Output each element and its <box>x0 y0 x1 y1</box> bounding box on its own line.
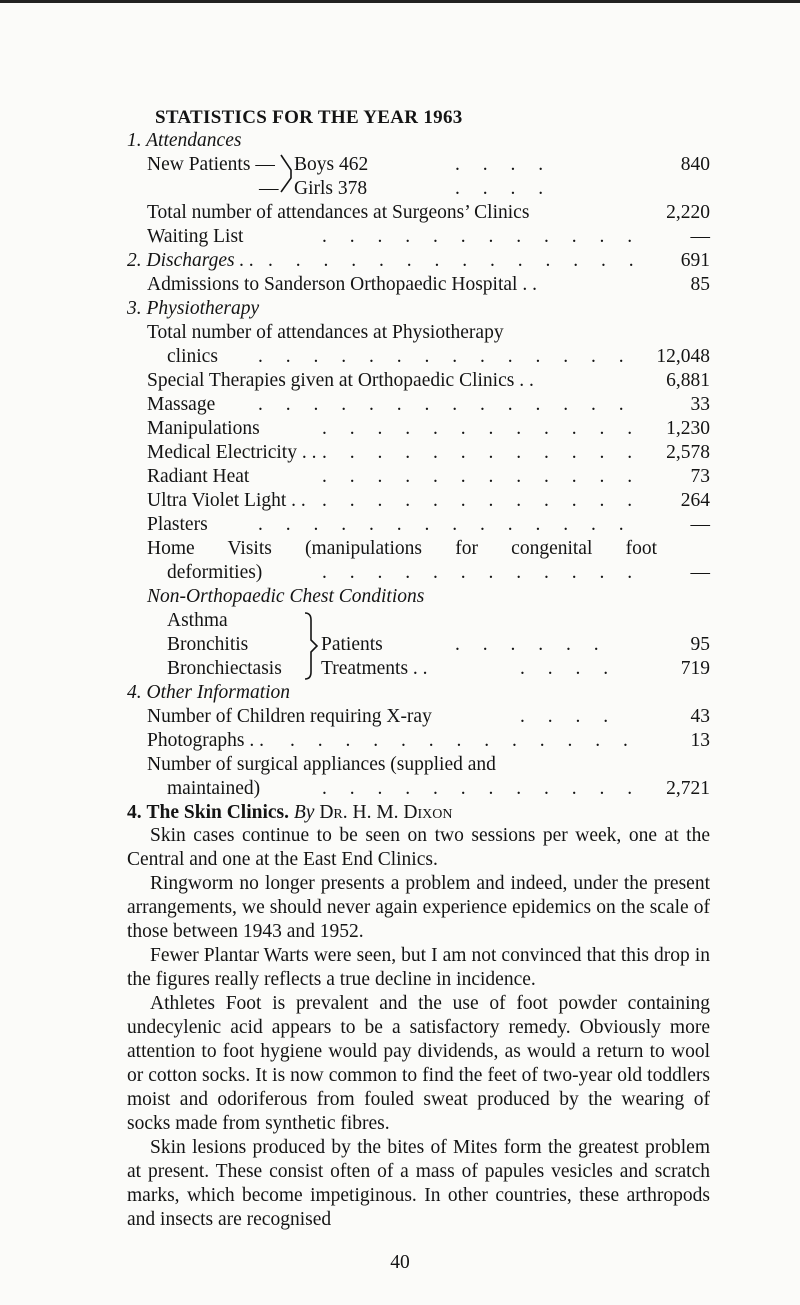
waiting-list-value: — <box>690 226 710 247</box>
girls-count: Girls 378 <box>294 178 368 199</box>
dot-leader: . . . . . . . . . . . . <box>322 778 642 799</box>
plasters-label: Plasters <box>147 514 208 535</box>
bronchiectasis-label: Bronchiectasis <box>167 658 282 679</box>
dot-leader: . . . . . . . . . . . . . . <box>268 250 643 271</box>
total-attendances-value: 2,220 <box>666 202 710 223</box>
radiant-heat-label: Radiant Heat <box>147 466 250 487</box>
dot-leader: . . . . . . . . . . . . <box>322 226 642 247</box>
non-orthopaedic-heading: Non-Orthopaedic Chest Conditions <box>147 586 425 607</box>
dash-glyph: — <box>259 178 279 199</box>
paragraph: Skin lesions produced by the bites of Mites form the greatest problem at present. These consist often of a mass of papules vesicles and scratch marks, which become impetiginous. In other countries, these arthropods and insects are recognised <box>127 1137 710 1230</box>
dot-leader: . . . . . . . . . . . . <box>322 490 642 511</box>
paragraph: Ringworm no longer presents a problem and indeed, under the present arrangements, we should never again experience epidemics on the scale of those between 1943 and 1952. <box>127 873 710 942</box>
medical-electricity-value: 2,578 <box>666 442 710 463</box>
bronchitis-label: Bronchitis <box>167 634 249 655</box>
discharges-value: 691 <box>680 250 710 271</box>
xray-label: Number of Children requiring X-ray <box>147 706 432 727</box>
dot-leader: . . . . <box>520 658 618 679</box>
skin-by-label: By <box>293 802 315 823</box>
patients-value: 95 <box>690 634 710 655</box>
surgical-appliances-label-2: maintained) <box>167 778 261 799</box>
ultra-violet-label: Ultra Violet Light . . <box>147 490 306 511</box>
skin-clinics-body <box>127 824 710 1232</box>
dot-leader: . . . . . . . . . . . . <box>322 562 642 583</box>
dot-leader: . . . . <box>455 178 553 199</box>
page-number: 40 <box>390 1252 410 1273</box>
skin-section-title: The Skin Clinics. <box>146 802 290 823</box>
plasters-value: — <box>690 514 710 535</box>
waiting-list-label: Waiting List <box>147 226 244 247</box>
massage-value: 33 <box>690 394 710 415</box>
medical-electricity-label: Medical Electricity . . <box>147 442 317 463</box>
new-patients-text: New Patients — <box>147 154 275 175</box>
home-visits-label-2: deformities) <box>167 562 263 583</box>
manipulations-value: 1,230 <box>666 418 710 439</box>
dot-leader: . . . . . . . . . . . . <box>322 442 642 463</box>
total-physio-value: 12,048 <box>656 346 710 367</box>
dot-leader: . . . . . . . . . . . . <box>322 466 642 487</box>
new-patients-label <box>147 154 275 176</box>
manipulations-label: Manipulations <box>147 418 260 439</box>
total-physio-label-1: Total number of attendances at Physiotherapy <box>147 322 504 343</box>
curly-brace-icon <box>303 610 319 682</box>
paragraph: Skin cases continue to be seen on two sessions per week, one at the Central and one at the East End Clinics. <box>127 825 710 870</box>
skin-author: Dr. H. M. Dixon <box>319 802 453 823</box>
surgical-appliances-value: 2,721 <box>666 778 710 799</box>
total-attendances-label: Total number of attendances at Surgeons’ Clinics <box>147 202 530 223</box>
treatments-value: 719 <box>680 658 710 679</box>
paragraph: Fewer Plantar Warts were seen, but I am not convinced that this drop in the figures really reflects a true decline in incidence. <box>127 945 710 990</box>
dot-leader: . . . . <box>520 706 618 727</box>
photographs-value: 13 <box>690 730 710 751</box>
treatments-label: Treatments . . <box>321 658 428 679</box>
special-therapies-label: Special Therapies given at Orthopaedic Clinics . . <box>147 370 534 391</box>
admissions-value: 85 <box>690 274 710 295</box>
total-physio-label-2: clinics <box>167 346 218 367</box>
section-physiotherapy-heading: 3. Physiotherapy <box>127 298 260 319</box>
special-therapies-value: 6,881 <box>666 370 710 391</box>
home-visits-label-1: Home Visits (manipulations for congenital foot <box>147 538 657 559</box>
right-brace-icon <box>303 610 319 688</box>
xray-value: 43 <box>690 706 710 727</box>
admissions-label: Admissions to Sanderson Orthopaedic Hospital . . <box>147 274 537 295</box>
skin-clinics-heading <box>127 802 453 824</box>
paragraph: Athletes Foot is prevalent and the use of foot powder containing undecylenic acid appears to be a satisfactory remedy. Obviously more attention to foot hygiene would pay dividends, as would a return to wool or cotton socks. It is now common to find the feet of two-year old toddlers moist and odoriferous from fouled sweat produced by the wearing of socks made from synthetic fibres. <box>127 993 710 1134</box>
page-title: STATISTICS FOR THE YEAR 1963 <box>155 107 463 128</box>
asthma-label: Asthma <box>167 610 228 631</box>
radiant-heat-value: 73 <box>690 466 710 487</box>
section-attendances-heading: 1. Attendances <box>127 130 242 151</box>
dot-leader: . . . . . . <box>455 634 608 655</box>
dot-leader: . . . . . . . . . . . . <box>322 418 642 439</box>
new-patients-value: 840 <box>680 154 710 175</box>
patients-label: Patients <box>321 634 383 655</box>
skin-section-number: 4. <box>127 802 142 823</box>
dot-leader: . . . . . . . . . . . . . . <box>258 346 633 367</box>
surgical-appliances-label-1: Number of surgical appliances (supplied and <box>147 754 496 775</box>
photographs-label: Photographs . . <box>147 730 264 751</box>
boys-count: Boys 462 <box>294 154 369 175</box>
dot-leader: . . . . <box>455 154 553 175</box>
dot-leader: . . . . . . . . . . . . . . <box>258 514 633 535</box>
dot-leader: . . . . . . . . . . . . . . <box>258 394 633 415</box>
section-discharges-heading: 2. Discharges . . <box>127 250 255 271</box>
massage-label: Massage <box>147 394 216 415</box>
dot-leader: . . . . . . . . . . . . . <box>290 730 637 751</box>
section-other-information-heading: 4. Other Information <box>127 682 291 703</box>
ultra-violet-value: 264 <box>680 490 710 511</box>
home-visits-value: — <box>690 562 710 583</box>
